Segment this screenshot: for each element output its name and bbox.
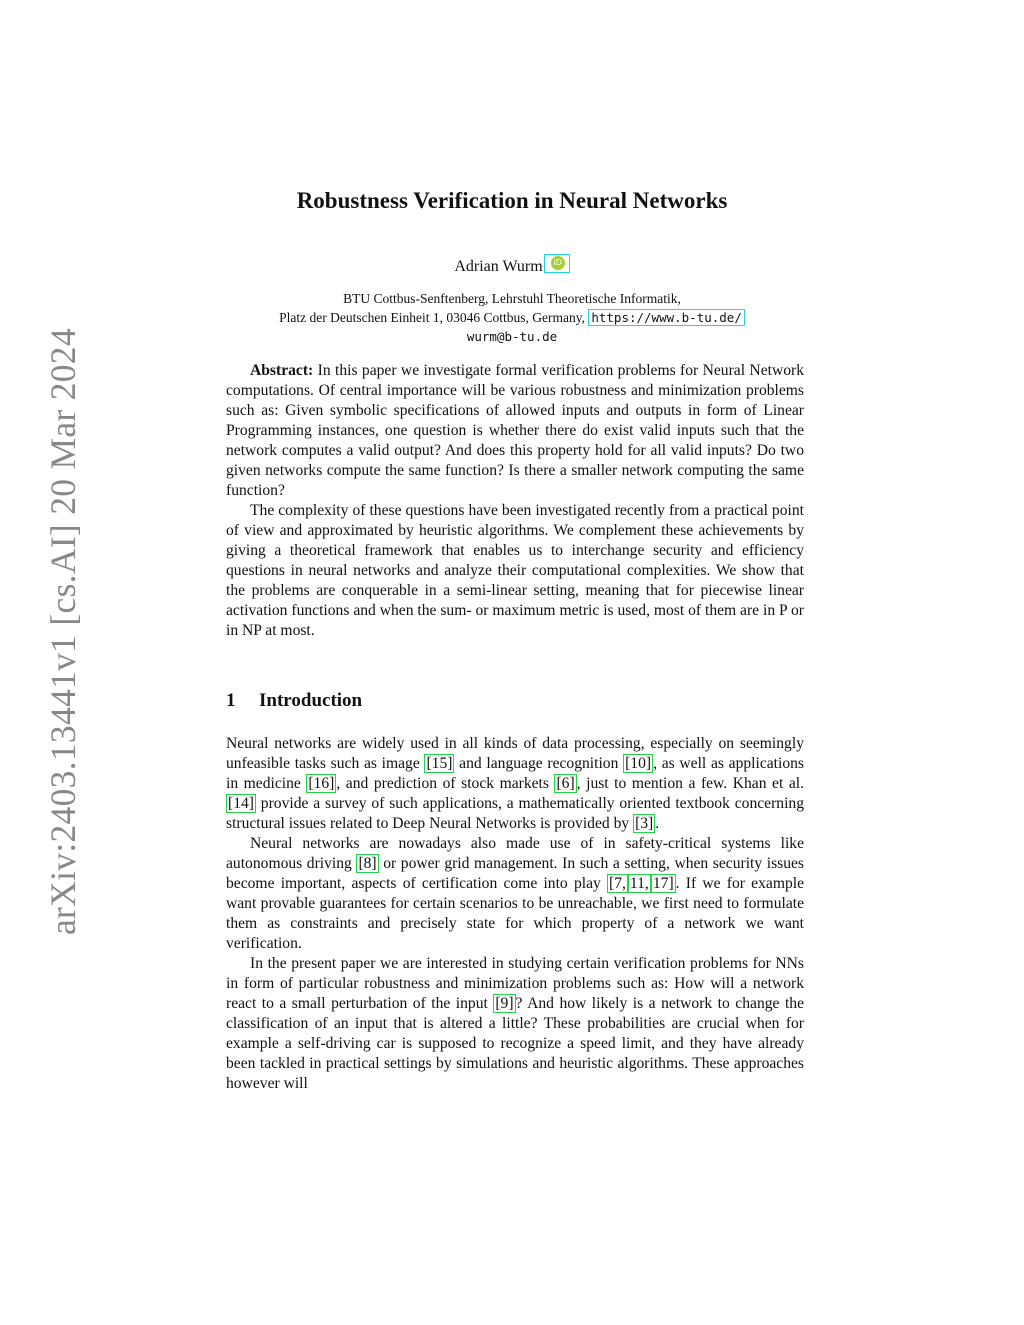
abstract — [226, 361, 804, 641]
affiliation-line-2 — [0, 308, 1024, 327]
author-line — [0, 254, 1024, 276]
abstract-paragraph-2: The complexity of these questions have been investigated recently from a practical point of view and approximated by heuristic algorithms. We complement these achievements by giving a theoretical framework that enables us to interchange security and efficiency questions in neural networks and analyze their computational complexities. We show that the problems are conquerable in a semi-linear setting, meaning that for piecewise linear activation functions and when the sum- or maximum metric is used, most of them are in P or in NP at most. — [226, 502, 805, 639]
intro-paragraph-2 — [226, 834, 804, 954]
citation-14[interactable]: [14] — [228, 795, 254, 812]
intro-paragraph-1 — [226, 734, 804, 834]
citation-3[interactable]: [3] — [635, 815, 654, 832]
citation-10[interactable]: [10] — [625, 755, 652, 772]
intro-paragraph-3 — [226, 954, 804, 1094]
citation-15[interactable]: [15] — [426, 755, 453, 772]
citation-6[interactable]: [6] — [556, 775, 575, 792]
text-run: and language recognition — [454, 755, 624, 772]
abstract-text-1: In this paper we investigate formal verification problems for Neural Network computations. Of central importance will be various robustness and minimization problems such as: Given symbolic specifications of allowed inputs and outputs in form of Linear Programming instances, one question is whether there do exist valid inputs such that the network computes a valid output? And does this property hold for all valid inputs? Do two given networks compute the same function? Is there a smaller network computing the same function? — [226, 362, 804, 499]
text-run: Neural networks are widely used in all kinds of data processing, especially on seemingly unfeasible tasks such as image — [226, 735, 804, 772]
text-run: or power grid management. In such a setting, when security issues become important, aspects of certification come into play — [226, 855, 804, 892]
text-run: . — [655, 815, 660, 832]
section-title: Introduction — [259, 690, 363, 711]
text-run: . If we for example want provable guarantees for certain scenarios to be unreachable, we first need to formulate them as constraints and precisely state for which property of a network we want verification. — [226, 875, 804, 952]
orcid-link[interactable] — [544, 254, 570, 273]
text-run: In the present paper we are interested in studying certain verification problems for NNs in form of particular robustness and minimization problems such as: How will a network react to a small perturbation of the input — [226, 955, 804, 1012]
text-run: Neural networks are nowadays also made use of in safety-critical systems like autonomous driving — [226, 835, 804, 872]
citation-17[interactable]: 17] — [652, 875, 674, 892]
section-number: 1 — [226, 690, 236, 711]
author-email: wurm@b-tu.de — [466, 329, 558, 344]
arxiv-identifier-stamp: arXiv:2403.13441v1 [cs.AI] 20 Mar 2024 — [43, 328, 83, 935]
text-run: , as well as applications in medicine — [226, 755, 804, 792]
citation-11[interactable]: 11, — [629, 875, 649, 892]
text-run: ? And how likely is a network to change the classification of an input that is altered a little? These probabilities are crucial when for example a self-driving car is supposed to recognize a speed limit, and they have already been tackled in practical settings by simulations and heuristic algorithms. These approaches however will — [226, 995, 804, 1092]
abstract-paragraph-1 — [226, 361, 804, 501]
text-run: , and prediction of stock markets — [336, 775, 555, 792]
text-run: , just to mention a few. Khan et al. — [576, 775, 805, 792]
section-heading-introduction — [226, 690, 362, 712]
text-run: provide a survey of such applications, a mathematically oriented textbook concerning structural issues related to Deep Neural Networks is provided by — [226, 795, 804, 832]
affiliation-line-1: BTU Cottbus-Senftenberg, Lehrstuhl Theoretische Informatik, — [343, 291, 681, 306]
citation-8[interactable]: [8] — [358, 855, 377, 872]
paper-title: Robustness Verification in Neural Networks — [296, 188, 728, 213]
citation-7[interactable]: [7, — [609, 875, 626, 892]
affiliation-address: Platz der Deutschen Einheit 1, 03046 Cottbus, Germany, — [279, 310, 585, 325]
citation-16[interactable]: [16] — [308, 775, 335, 792]
university-url-link[interactable]: https://www.b-tu.de/ — [588, 309, 745, 326]
introduction-body — [226, 734, 804, 1094]
orcid-icon: iD — [551, 256, 565, 270]
abstract-label: Abstract: — [250, 362, 314, 379]
author-name: Adrian Wurm — [454, 258, 543, 275]
citation-9[interactable]: [9] — [495, 995, 514, 1012]
